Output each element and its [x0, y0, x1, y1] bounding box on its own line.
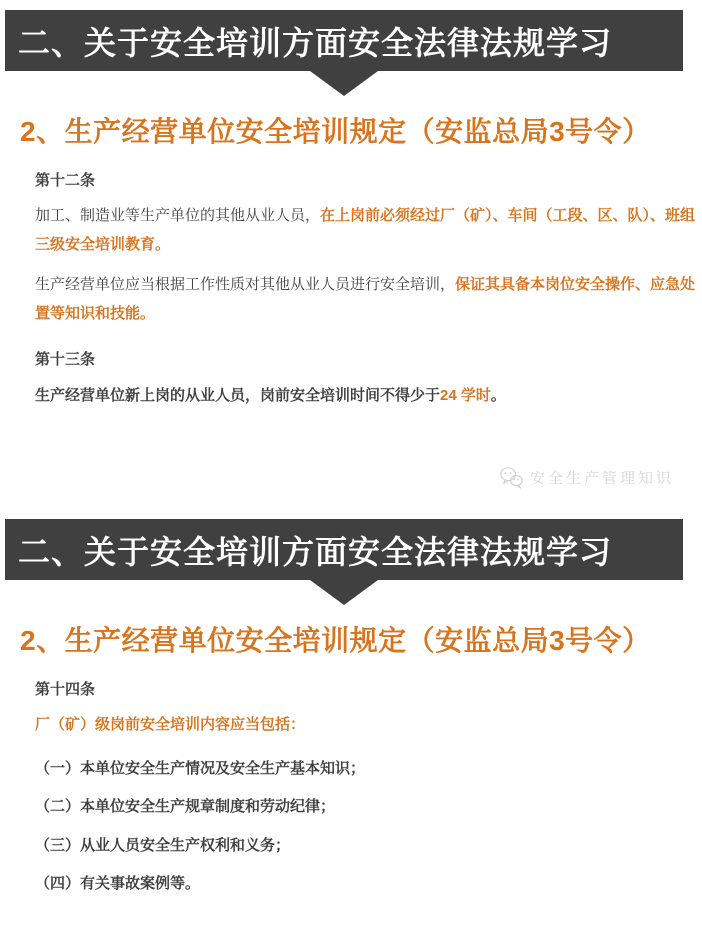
- slide-title: 2、生产经营单位安全培训规定（安监总局3号令）: [20, 625, 651, 657]
- text-segment: （一）本单位安全生产情况及安全生产基本知识；: [35, 759, 366, 777]
- text-segment: 生产经营单位应当根据工作性质对其他从业人员进行安全培训，: [35, 276, 456, 294]
- section-header-bar: [5, 519, 683, 580]
- text-segment: （三）从业人员安全生产权利和义务；: [35, 836, 291, 854]
- article-paragraph: [35, 382, 700, 411]
- wechat-logo-icon: [499, 466, 524, 489]
- article-heading: 第十二条: [35, 171, 96, 189]
- text-segment: 。: [490, 386, 506, 404]
- slide-body: [0, 171, 702, 411]
- slide-title: 2、生产经营单位安全培训规定（安监总局3号令）: [20, 116, 651, 147]
- highlighted-text-segment: 在上岗前必须经过厂（矿）、车间（工段、区、队）、班组三级安全培训教育。: [35, 207, 696, 253]
- slide-body: [0, 680, 702, 894]
- slide-1: [0, 10, 702, 489]
- text-segment: （二）本单位安全生产规章制度和劳动纪律；: [35, 798, 336, 816]
- article-list-item: [35, 797, 700, 817]
- header-pointer-triangle-icon: [310, 580, 378, 605]
- watermark-text: 安全生产管理知识: [529, 470, 674, 488]
- article-list-item: [35, 874, 700, 894]
- highlighted-text-segment: 厂（矿）级岗前安全培训内容应当包括：: [35, 716, 306, 734]
- article-heading: 第十四条: [35, 680, 96, 698]
- section-header-title: 二、关于安全培训方面安全法律法规学习: [18, 24, 613, 61]
- highlighted-text-segment: 保证其具备本岗位安全操作、应急处置等知识和技能。: [35, 276, 696, 322]
- highlighted-text-segment: 24 学时: [440, 386, 491, 404]
- article-heading: 第十三条: [35, 351, 96, 369]
- article-paragraph: [35, 202, 700, 259]
- article-list-item: [35, 759, 700, 779]
- section-header-bar: [5, 10, 683, 71]
- slide-2: [0, 519, 702, 952]
- text-segment: 加工、制造业等生产单位的其他从业人员，: [35, 207, 321, 225]
- article-paragraph: [35, 711, 700, 740]
- header-pointer-triangle-icon: [310, 71, 378, 96]
- section-header-title: 二、关于安全培训方面安全法律法规学习: [18, 533, 613, 570]
- article-list-item: [35, 836, 700, 856]
- text-segment: 生产经营单位新上岗的从业人员，岗前安全培训时间不得少于: [35, 386, 441, 404]
- text-segment: （四）有关事故案例等。: [35, 875, 201, 893]
- article-paragraph: [35, 271, 700, 328]
- watermark: [0, 466, 674, 489]
